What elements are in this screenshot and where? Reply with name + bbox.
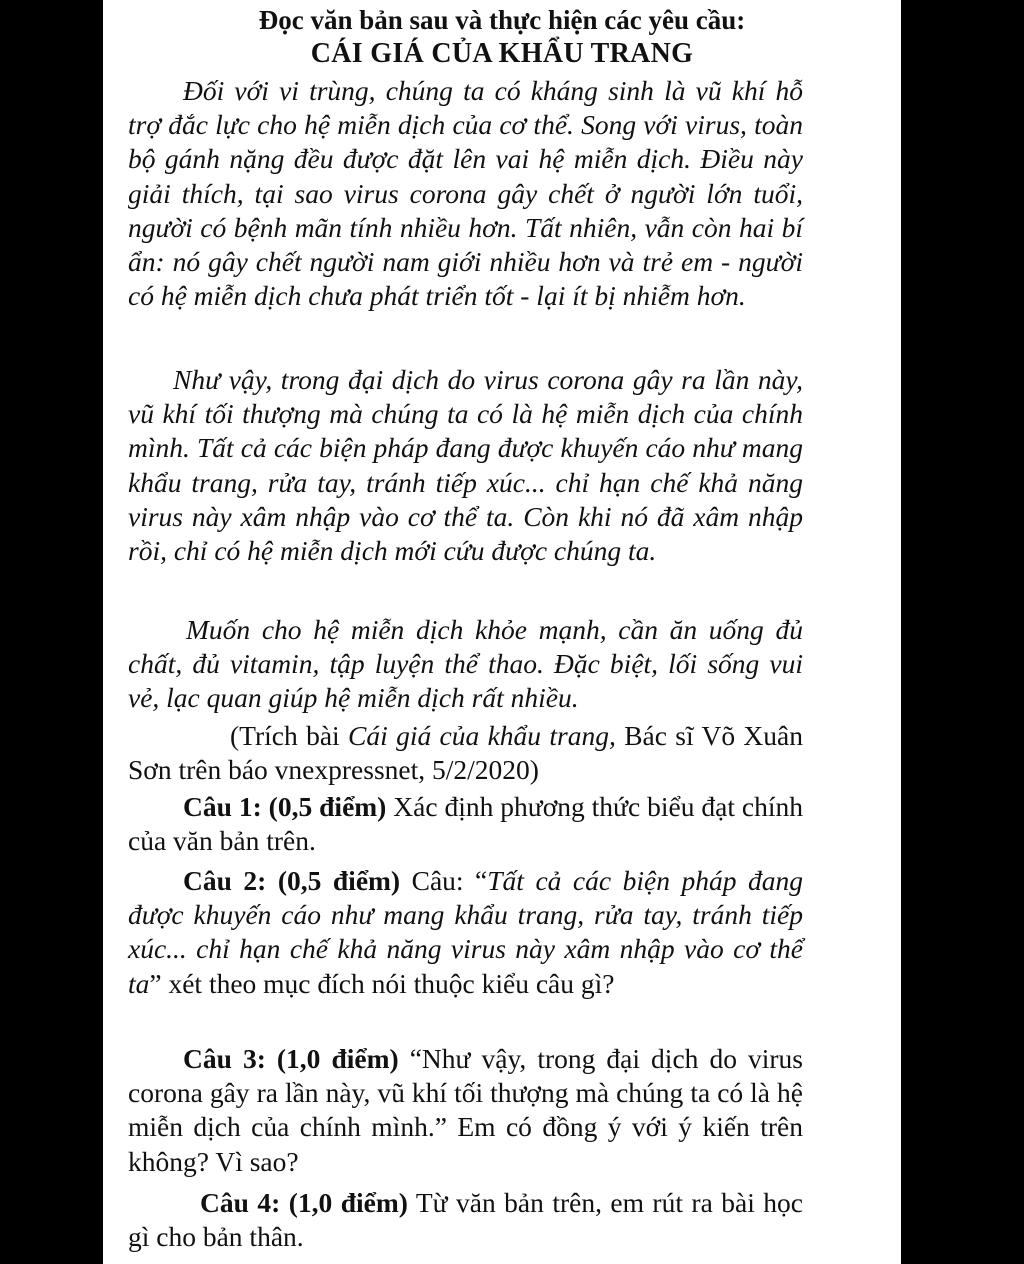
source-citation xyxy=(128,719,803,787)
question-4-label: Câu 4: (1,0 điểm) xyxy=(200,1187,408,1218)
question-2-label: Câu 2: (0,5 điểm) xyxy=(183,865,401,896)
question-4-text: Từ văn bản trên, em rút ra bài học gì cho bản thân. xyxy=(128,1187,803,1253)
document-page xyxy=(103,0,901,1264)
question-2-lead: Câu: “ xyxy=(400,865,488,896)
question-3-text: “Như vậy, trong đại dịch do virus corona gây ra lần này, vũ khí tối thượng mà chúng ta có là hệ miễn dịch của chính mình.” Em có đồng ý với ý kiến trên không? Vì sao? xyxy=(128,1043,803,1177)
instruction-heading: Đọc văn bản sau và thực hiện các yêu cầu: xyxy=(258,5,746,35)
source-work-title: Cái giá của khẩu trang, xyxy=(348,720,616,751)
question-3 xyxy=(128,1042,803,1179)
question-2-tail: ” xét theo mục đích nói thuộc kiểu câu gì? xyxy=(149,967,615,999)
question-1-text: Xác định phương thức biểu đạt chính của văn bản trên. xyxy=(128,791,803,857)
source-suffix: Bác sĩ Võ Xuân Sơn trên báo vnexpressnet, 5/2/2020) xyxy=(128,720,803,786)
passage-paragraph-1: Đối với vi trùng, chúng ta có kháng sinh là vũ khí hỗ trợ đắc lực cho hệ miễn dịch của cơ thể. Song với virus, toàn bộ gánh nặng đều được đặt lên vai hệ miễn dịch. Điều này giải thích, tại sao virus corona gây chết ở người lớn tuổi, người có bệnh mãn tính nhiều hơn. Tất nhiên, vẫn còn hai bí ẩn: nó gây chết người nam giới nhiều hơn và trẻ em - người có hệ miễn dịch chưa phát triển tốt - lại ít bị nhiễm hơn. xyxy=(128,75,803,312)
question-1 xyxy=(128,790,803,858)
question-3-label: Câu 3: (1,0 điểm) xyxy=(183,1043,399,1074)
source-prefix: (Trích bài xyxy=(230,720,349,751)
question-2 xyxy=(128,864,803,1001)
question-1-label: Câu 1: (0,5 điểm) xyxy=(183,791,387,822)
passage-paragraph-3: Muốn cho hệ miễn dịch khỏe mạnh, cần ăn uống đủ chất, đủ vitamin, tập luyện thể thao. Đặc biệt, lối sống vui vẻ, lạc quan giúp hệ miễn dịch rất nhiều. xyxy=(128,614,803,714)
question-4 xyxy=(128,1186,803,1254)
question-2-quote: Tất cả các biện pháp đang được khuyến cáo như mang khẩu trang, rửa tay, tránh tiếp xúc... chỉ hạn chế khả năng virus này xâm nhập vào cơ thể ta xyxy=(128,865,803,999)
passage-title: CÁI GIÁ CỦA KHẨU TRANG xyxy=(310,38,694,69)
passage-paragraph-2: Như vậy, trong đại dịch do virus corona gây ra lần này, vũ khí tối thượng mà chúng ta có là hệ miễn dịch của chính mình. Tất cả các biện pháp đang được khuyến cáo như mang khẩu trang, rửa tay, tránh tiếp xúc... chỉ hạn chế khả năng virus này xâm nhập vào cơ thể ta. Còn khi nó đã xâm nhập rồi, chỉ có hệ miễn dịch mới cứu được chúng ta. xyxy=(128,364,803,567)
